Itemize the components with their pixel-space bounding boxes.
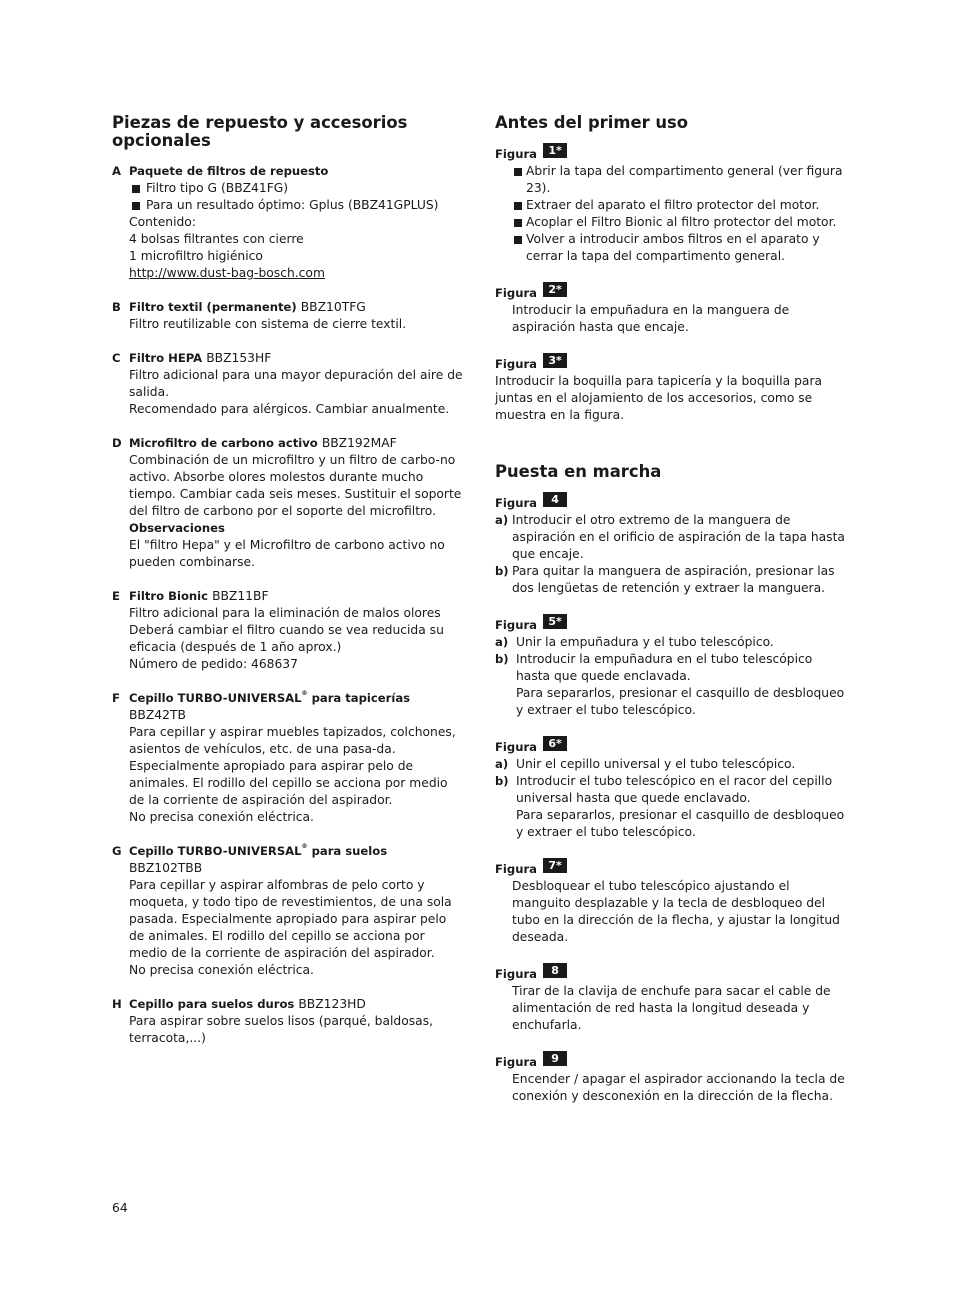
accessory-item-a bbox=[112, 163, 464, 282]
item-code: BBZ11BF bbox=[212, 589, 269, 603]
item-text: Para cepillar y aspirar alfombras de pelo corto y moqueta, y todo tipo de revestimientos, de una sola pasada. Especialmente apropiado para aspirar pelo de animales. El rodillo del cepillo se acciona por medio de la corriente de aspiración del aspirador. bbox=[129, 878, 452, 960]
square-bullet-icon bbox=[132, 202, 140, 210]
item-title: Cepillo TURBO-UNIVERSAL® para suelos bbox=[129, 843, 388, 858]
bullet-text: Para un resultado óptimo: Gplus (BBZ41GPLUS) bbox=[146, 198, 439, 212]
item-text: 1 microfiltro higiénico bbox=[129, 249, 263, 263]
item-title: Paquete de filtros de repuesto bbox=[129, 164, 329, 178]
item-code: BBZ102TBB bbox=[129, 861, 203, 875]
bullet-line: Acoplar el Filtro Bionic al filtro protector del motor. bbox=[495, 214, 850, 231]
figure-number-badge: 6* bbox=[543, 736, 567, 751]
step-item: a) Unir el cepillo universal y el tubo telescópico. bbox=[495, 757, 796, 771]
accessory-item-e bbox=[112, 588, 464, 673]
figure-block-5 bbox=[495, 614, 850, 719]
step-label: b) bbox=[495, 774, 509, 788]
figure-block-4 bbox=[495, 492, 850, 597]
item-title: Cepillo TURBO-UNIVERSAL® para tapicerías bbox=[129, 690, 411, 705]
item-text: Filtro adicional para la eliminación de malos olores Deberá cambiar el filtro cuando se vea reducida su eficacia (después de 1 año aprox.) bbox=[129, 606, 444, 654]
figure-block-1 bbox=[495, 143, 850, 265]
figure-number-badge: 8 bbox=[543, 963, 567, 978]
left-column bbox=[112, 114, 464, 1064]
step-extra-text: Para separarlos, presionar el casquillo de desbloqueo y extraer el tubo telescópico. bbox=[516, 808, 845, 839]
item-letter: E bbox=[112, 589, 120, 603]
figure-label: Figura 5* bbox=[495, 614, 850, 634]
accessory-item-g bbox=[112, 843, 464, 979]
step-label: b) bbox=[495, 564, 509, 578]
bullet-line: Extraer del aparato el filtro protector del motor. bbox=[495, 197, 850, 214]
item-code: BBZ42TB bbox=[129, 708, 186, 722]
square-bullet-icon bbox=[514, 168, 522, 176]
section-heading-before-first-use: Antes del primer uso bbox=[495, 113, 689, 132]
item-code: BBZ10TFG bbox=[300, 300, 366, 314]
figure-number-badge: 7* bbox=[543, 858, 567, 873]
item-code: BBZ123HD bbox=[298, 997, 366, 1011]
accessory-item-f bbox=[112, 690, 464, 826]
figure-number-badge: 4 bbox=[543, 492, 567, 507]
item-text: Recomendado para alérgicos. Cambiar anualmente. bbox=[129, 402, 450, 416]
step-label: a) bbox=[495, 635, 509, 649]
square-bullet-icon bbox=[514, 219, 522, 227]
item-letter: G bbox=[112, 844, 122, 858]
bullet-line bbox=[129, 197, 464, 214]
figure-text: Introducir la boquilla para tapicería y la boquilla para juntas en el alojamiento de los accesorios, como se muestra en la figura. bbox=[495, 374, 823, 422]
item-letter: C bbox=[112, 351, 121, 365]
item-text: No precisa conexión eléctrica. bbox=[129, 810, 314, 824]
item-text: Filtro adicional para una mayor depuración del aire de salida. bbox=[129, 368, 463, 399]
square-bullet-icon bbox=[132, 185, 140, 193]
figure-text: Encender / apagar el aspirador accionando la tecla de conexión y desconexión en la dirección de la flecha. bbox=[512, 1072, 845, 1103]
step-extra-text: Para separarlos, presionar el casquillo de desbloqueo y extraer el tubo telescópico. bbox=[516, 686, 845, 717]
step-label: a) bbox=[495, 513, 509, 527]
item-title: Filtro textil (permanente) BBZ10TFG bbox=[129, 300, 366, 314]
square-bullet-icon bbox=[514, 202, 522, 210]
figure-number-badge: 5* bbox=[543, 614, 567, 629]
figure-number-badge: 9 bbox=[543, 1051, 567, 1066]
item-code: BBZ192MAF bbox=[321, 436, 397, 450]
item-title: Filtro Bionic BBZ11BF bbox=[129, 589, 269, 603]
dust-bag-link[interactable]: http://www.dust-bag-bosch.com bbox=[129, 266, 325, 280]
step-item: a) Introducir el otro extremo de la manguera de aspiración en el orificio de aspiración de la tapa hasta que encaje. bbox=[495, 513, 845, 561]
item-text: Para cepillar y aspirar muebles tapizados, colchones, asientos de vehículos, etc. de una pasa-da. Especialmente apropiado para aspirar pelo de animales. El rodillo del cepillo se acciona por medio de la corriente de aspiración del aspirador. bbox=[129, 725, 456, 807]
accessory-item-h bbox=[112, 996, 464, 1047]
item-code: BBZ153HF bbox=[206, 351, 272, 365]
item-text: 4 bolsas filtrantes con cierre bbox=[129, 232, 304, 246]
figure-number-badge: 2* bbox=[543, 282, 567, 297]
figure-block-3 bbox=[495, 353, 850, 424]
figure-label: Figura 7* bbox=[495, 858, 850, 878]
item-letter: F bbox=[112, 691, 120, 705]
figure-block-7 bbox=[495, 858, 850, 946]
bullet-line: Volver a introducir ambos filtros en el aparato y cerrar la tapa del compartimento general. bbox=[495, 231, 850, 265]
figure-label: Figura 6* bbox=[495, 736, 850, 756]
figure-text: Tirar de la clavija de enchufe para sacar el cable de alimentación de red hasta la longitud deseada y enchufarla. bbox=[512, 984, 831, 1032]
item-letter: H bbox=[112, 997, 122, 1011]
square-bullet-icon bbox=[514, 236, 522, 244]
figure-number-badge: 1* bbox=[543, 143, 567, 158]
figure-label: Figura 1* bbox=[495, 143, 850, 163]
registered-mark: ® bbox=[301, 690, 308, 697]
figure-block-2 bbox=[495, 282, 850, 336]
registered-mark: ® bbox=[301, 843, 308, 850]
figure-number-badge: 3* bbox=[543, 353, 567, 368]
item-text: Para aspirar sobre suelos lisos (parqué, baldosas, terracota,...) bbox=[129, 1014, 434, 1045]
step-item: a) Unir la empuñadura y el tubo telescópico. bbox=[495, 635, 774, 649]
accessory-item-d bbox=[112, 435, 464, 571]
section-heading-start-up: Puesta en marcha bbox=[495, 462, 662, 481]
item-title: Cepillo para suelos duros BBZ123HD bbox=[129, 997, 366, 1011]
item-letter: B bbox=[112, 300, 121, 314]
bullet-text: Filtro tipo G (BBZ41FG) bbox=[146, 181, 289, 195]
note-title: Observaciones bbox=[129, 521, 225, 535]
page-number: 64 bbox=[112, 1201, 128, 1215]
step-item: b) Introducir la empuñadura en el tubo telescópico hasta que quede enclavada. Para separarlos, presionar el casquillo de desbloqueo y extraer el tubo telescópico. bbox=[495, 651, 850, 719]
item-letter: A bbox=[112, 164, 121, 178]
figure-label: Figura 9 bbox=[495, 1051, 850, 1071]
figure-label: Figura 3* bbox=[495, 353, 850, 373]
figure-block-6 bbox=[495, 736, 850, 841]
figure-text: Desbloquear el tubo telescópico ajustando el manguito desplazable y la tecla de desbloqueo del tubo en la dirección de la flecha, y ajustar la longitud deseada. bbox=[512, 879, 840, 944]
figure-text: Introducir la empuñadura en la manguera de aspiración hasta que encaje. bbox=[512, 303, 790, 334]
section-heading-spare-parts: Piezas de repuesto y accesorios opcionales bbox=[112, 113, 408, 150]
accessory-item-c bbox=[112, 350, 464, 418]
right-column bbox=[495, 114, 850, 1122]
note-text: El "filtro Hepa" y el Microfiltro de carbono activo no pueden combinarse. bbox=[129, 538, 445, 569]
step-label: a) bbox=[495, 757, 509, 771]
bullet-line: Abrir la tapa del compartimento general (ver figura 23). bbox=[495, 163, 850, 197]
item-text: Número de pedido: 468637 bbox=[129, 657, 298, 671]
accessory-item-b bbox=[112, 299, 464, 333]
item-letter: D bbox=[112, 436, 122, 450]
item-title: Microfiltro de carbono activo BBZ192MAF bbox=[129, 436, 397, 450]
step-item: b) Para quitar la manguera de aspiración, presionar las dos lengüetas de retención y extraer la manguera. bbox=[495, 564, 835, 595]
item-text: Contenido: bbox=[129, 215, 196, 229]
bullet-line bbox=[129, 180, 464, 197]
figure-block-8 bbox=[495, 963, 850, 1034]
item-text: No precisa conexión eléctrica. bbox=[129, 963, 314, 977]
step-item: b) Introducir el tubo telescópico en el racor del cepillo universal hasta que quede enclavado. Para separarlos, presionar el casquillo de desbloqueo y extraer el tubo telescópico. bbox=[495, 773, 850, 841]
figure-label: Figura 4 bbox=[495, 492, 850, 512]
item-title: Filtro HEPA BBZ153HF bbox=[129, 351, 272, 365]
figure-label: Figura 8 bbox=[495, 963, 850, 983]
figure-label: Figura 2* bbox=[495, 282, 850, 302]
item-text: Combinación de un microfiltro y un filtro de carbo-no activo. Absorbe olores molestos durante mucho tiempo. Cambiar cada seis meses. Sustituir el soporte del filtro de carbono por el soporte del microfiltro. bbox=[129, 453, 462, 518]
item-text: Filtro reutilizable con sistema de cierre textil. bbox=[129, 317, 407, 331]
step-label: b) bbox=[495, 652, 509, 666]
figure-block-9 bbox=[495, 1051, 850, 1105]
